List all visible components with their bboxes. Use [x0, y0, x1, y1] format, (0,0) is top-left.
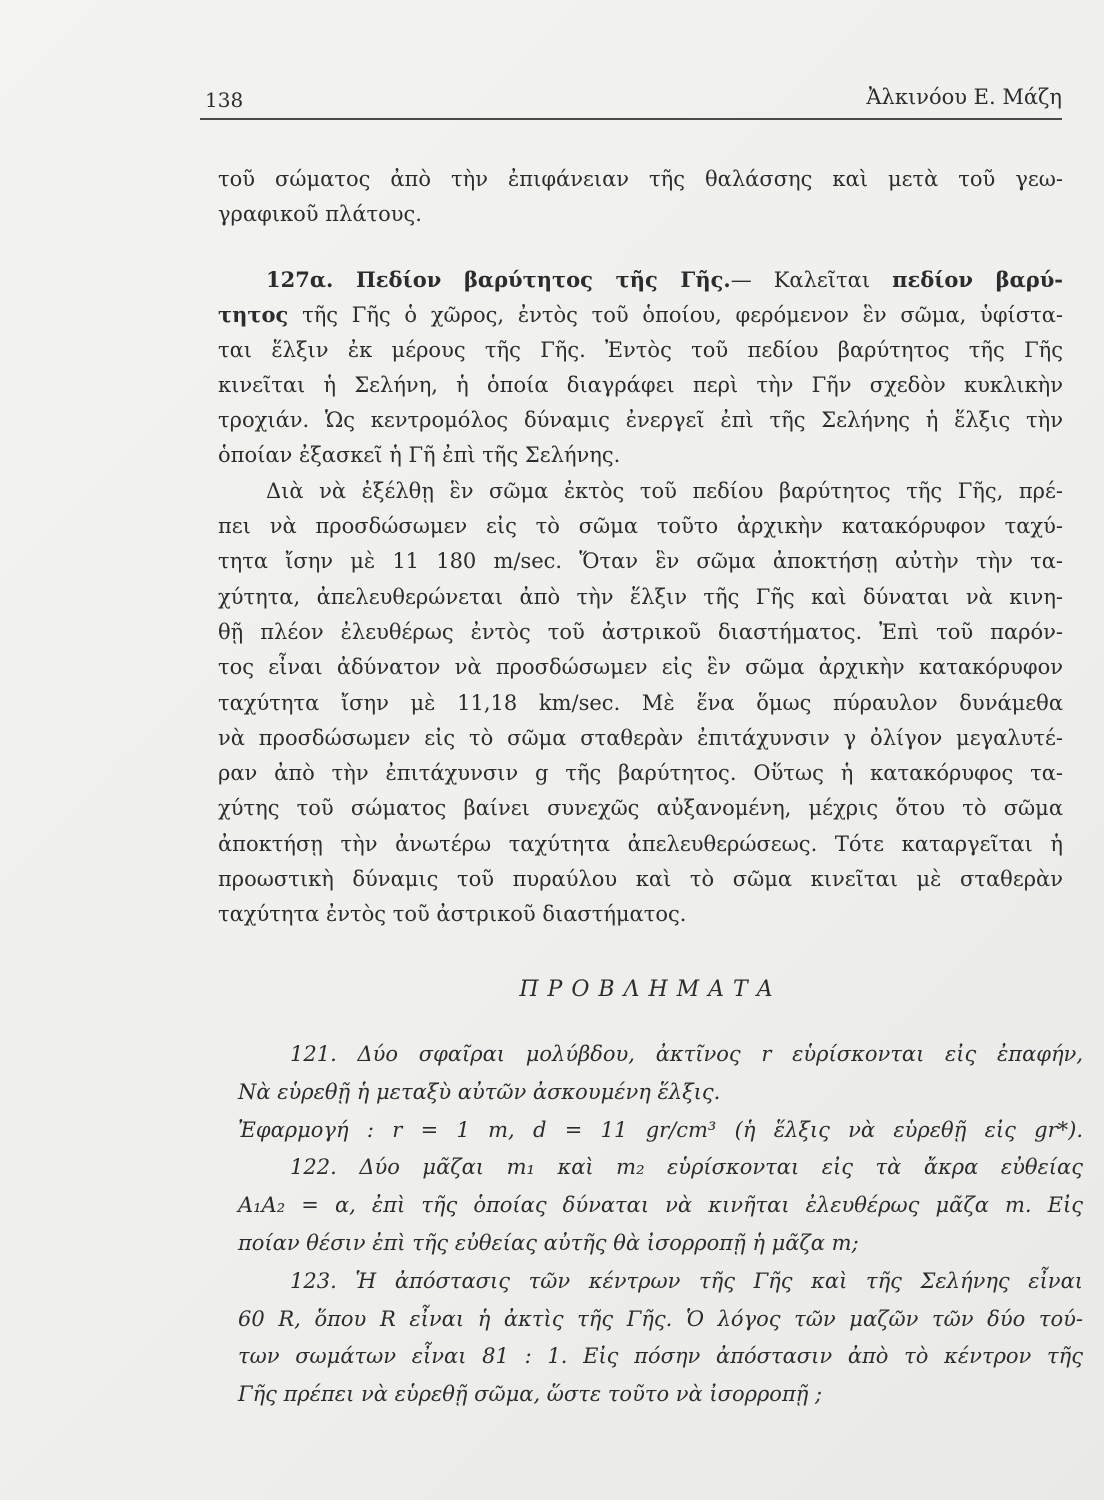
text-line: προωστικὴ δύναμις τοῦ πυραύλου καὶ τὸ σῶμα κινεῖται μὲ σταθερὰν [218, 867, 1063, 892]
defined-term-start: πεδίον βαρύ- [892, 267, 1063, 292]
problem-line [238, 1149, 1083, 1187]
text-line: τροχιάν. Ὡς κεντρομόλος δύναμις ἐνεργεῖ ἐπὶ τῆς Σελήνης ἡ ἕλξις τὴν [218, 408, 1063, 433]
section-127a [218, 262, 1063, 933]
problem-line: Ἐφαρμογή : r = 1 m, d = 11 gr/cm³ (ἡ ἕλξις νὰ εὑρεθῇ εἰς gr*). [238, 1117, 1083, 1142]
problem-line: Νὰ εὑρεθῇ ἡ μεταξὺ αὐτῶν ἀσκουμένη ἕλξις. [238, 1079, 721, 1104]
problem-122 [238, 1149, 1083, 1262]
text-line [218, 297, 1063, 332]
problem-line: Α₁Α₂ = α, ἐπὶ τῆς ὁποίας δύναται νὰ κινῆται ἐλευθέρως μᾶζα m. Εἰς [238, 1193, 1083, 1218]
text-line: τος εἶναι ἀδύνατον νὰ προσδώσωμεν εἰς ἓν σῶμα ἀρχικὴν κατακόρυφον [218, 655, 1063, 680]
text-line: Διὰ νὰ ἐξέλθῃ ἓν σῶμα ἐκτὸς τοῦ πεδίου βαρύτητος τῆς Γῆς, πρέ- [266, 478, 1063, 503]
problem-121 [238, 1036, 1083, 1149]
problems-list [238, 1036, 1083, 1414]
running-title: Ἀλκινόου Ε. Μάζη [866, 85, 1062, 109]
problem-line: των σωμάτων εἶναι 81 : 1. Εἰς πόσην ἀπόστασιν ἀπὸ τὸ κέντρον τῆς [238, 1344, 1083, 1369]
problem-number: 121. [290, 1042, 337, 1066]
page-header [200, 80, 1062, 120]
defined-term-end: τητος [218, 302, 289, 328]
text-line: ραν ἀπὸ τὴν ἐπιτάχυνσιν g τῆς βαρύτητος. Οὕτως ἡ κατακόρυφος τα- [218, 761, 1063, 786]
text-line: χύτης τοῦ σώματος βαίνει συνεχῶς αὐξανομένη, μέχρις ὅτου τὸ σῶμα [218, 796, 1063, 821]
problem-line [238, 1263, 1083, 1301]
text-line: πει νὰ προσδώσωμεν εἰς τὸ σῶμα τοῦτο ἀρχικὴν κατακόρυφον ταχύ- [218, 514, 1063, 539]
text-line: χύτητα, ἀπελευθερώνεται ἀπὸ τὴν ἕλξιν τῆς Γῆς καὶ δύναται νὰ κινη- [218, 584, 1063, 609]
problem-line: ποίαν θέσιν ἐπὶ τῆς εὐθείας αὐτῆς θὰ ἰσορροπῇ ἡ μᾶζα m; [238, 1230, 859, 1255]
text-line: τητα ἴσην μὲ 11 180 m/sec. Ὅταν ἓν σῶμα ἀποκτήσῃ αὐτὴν τὴν τα- [218, 549, 1063, 574]
problem-line: 60 R, ὅπου R εἶναι ἡ ἀκτὶς τῆς Γῆς. Ὁ λόγος τῶν μαζῶν τῶν δύο τού- [238, 1306, 1083, 1331]
problem-text: Δύο μᾶζαι m₁ καὶ m₂ εὑρίσκονται εἰς τὰ ἄκρα εὐθείας [359, 1155, 1083, 1180]
text-line-rest: τῆς Γῆς ὁ χῶρος, ἐντὸς τοῦ ὁποίου, φερόμενον ἓν σῶμα, ὑφίστα- [302, 303, 1063, 328]
text-line: γραφικοῦ πλάτους. [218, 202, 422, 227]
problems-title: ΠΡΟΒΛΗΜΑΤΑ [519, 977, 782, 1002]
problem-line [238, 1036, 1083, 1074]
text-line: ταχύτητα ἐντὸς τοῦ ἀστρικοῦ διαστήματος. [218, 902, 687, 927]
text-line: κινεῖται ἡ Σελήνη, ἡ ὁποία διαγράφει περὶ τὴν Γῆν σχεδὸν κυκλικὴν [218, 372, 1063, 397]
problem-text: Ἡ ἀπόστασις τῶν κέντρων τῆς Γῆς καὶ τῆς Σελήνης εἶναι [355, 1268, 1083, 1293]
problem-number: 122. [290, 1155, 337, 1180]
problem-number: 123. [290, 1268, 337, 1293]
text-line: τοῦ σώματος ἀπὸ τὴν ἐπιφάνειαν τῆς θαλάσσης καὶ μετὰ τοῦ γεω- [218, 167, 1063, 191]
section-heading-line [218, 262, 1063, 297]
problem-text: Δύο σφαῖραι μολύβδου, ἀκτῖνος r εὑρίσκονται εἰς ἐπαφήν, [357, 1042, 1083, 1066]
intro-paragraph [218, 162, 1063, 233]
problem-line: Γῆς πρέπει νὰ εὑρεθῇ σῶμα, ὥστε τοῦτο νὰ ἰσορροπῇ ; [238, 1382, 823, 1407]
text-line: ἀποκτήσῃ τὴν ἀνωτέρω ταχύτητα ἀπελευθερώσεως. Τότε καταργεῖται ἡ [218, 831, 1063, 856]
heading-continuation: — Καλεῖται [730, 268, 871, 292]
text-line: ται ἕλξιν ἐκ μέρους τῆς Γῆς. Ἐντὸς τοῦ πεδίου βαρύτητος τῆς Γῆς [218, 337, 1063, 362]
text-line: θῇ πλέον ἐλευθέρως ἐντὸς τοῦ ἀστρικοῦ διαστήματος. Ἐπὶ τοῦ παρόν- [218, 619, 1063, 644]
problem-123 [238, 1263, 1083, 1414]
text-line: ταχύτητα ἴσην μὲ 11,18 km/sec. Μὲ ἕνα ὅμως πύραυλον δυνάμεθα [218, 690, 1063, 715]
text-line: νὰ προσδώσωμεν εἰς τὸ σῶμα σταθερὰν ἐπιτάχυνσιν γ ὀλίγον μεγαλυτέ- [218, 725, 1063, 750]
page-number: 138 [205, 88, 244, 112]
section-heading: 127α. Πεδίον βαρύτητος τῆς Γῆς. [266, 267, 731, 292]
text-line: ὁποίαν ἐξασκεῖ ἡ Γῆ ἐπὶ τῆς Σελήνης. [218, 443, 621, 468]
